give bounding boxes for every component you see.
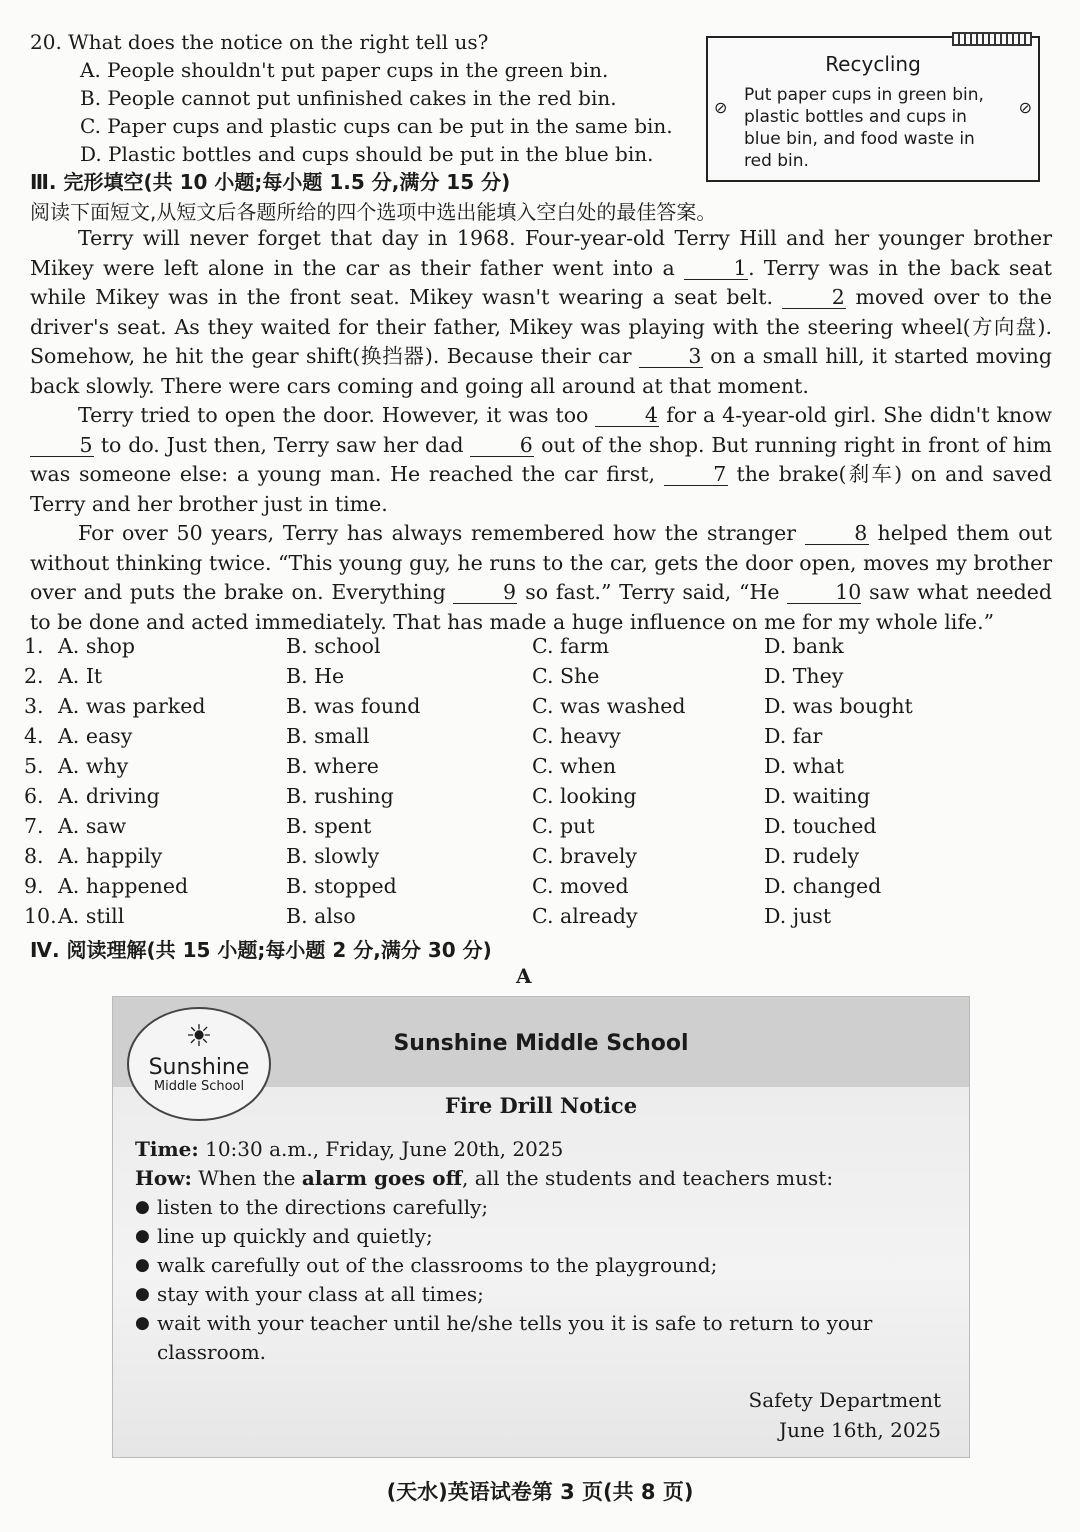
question-20 bbox=[30, 28, 700, 168]
choice-number: 5. bbox=[24, 754, 44, 778]
blank-8: 8 bbox=[805, 522, 869, 545]
choice-b: B. where bbox=[286, 754, 379, 778]
choice-d: D. bank bbox=[764, 634, 844, 658]
logo-subtext: Middle School bbox=[153, 1079, 245, 1094]
choice-a: A. easy bbox=[58, 724, 133, 748]
blank-10: 10 bbox=[787, 581, 861, 604]
notice-date: June 16th, 2025 bbox=[779, 1418, 941, 1442]
choice-d: D. just bbox=[764, 904, 832, 928]
choice-d: D. what bbox=[764, 754, 844, 778]
cloze-passage bbox=[30, 224, 1052, 637]
choice-b: B. rushing bbox=[286, 784, 394, 808]
blank-3: 3 bbox=[639, 345, 703, 368]
choice-row bbox=[24, 754, 1064, 784]
school-name: Sunshine Middle School bbox=[393, 1031, 689, 1056]
choice-number: 4. bbox=[24, 724, 44, 748]
how-label: How: bbox=[135, 1166, 192, 1190]
choice-b: B. also bbox=[286, 904, 356, 928]
notice-title: Fire Drill Notice bbox=[444, 1093, 638, 1118]
blank-2: 2 bbox=[782, 286, 846, 309]
bullet-item: ● wait with your teacher until he/she tells you it is safe to return to your classroom. bbox=[135, 1309, 955, 1367]
paragraph-1 bbox=[30, 224, 1052, 401]
passage-a-label: A bbox=[516, 964, 532, 988]
choice-b: B. stopped bbox=[286, 874, 397, 898]
time-label: Time: bbox=[135, 1137, 199, 1161]
choice-number: 3. bbox=[24, 694, 44, 718]
choice-c: C. already bbox=[532, 904, 638, 928]
signature-block bbox=[749, 1385, 941, 1445]
option-a: A. People shouldn't put paper cups in the green bin. bbox=[80, 58, 609, 82]
page-footer: (天水)英语试卷第 3 页(共 8 页) bbox=[386, 1480, 694, 1504]
choice-number: 7. bbox=[24, 814, 44, 838]
choice-b: B. He bbox=[286, 664, 345, 688]
how-text: When the bbox=[191, 1166, 302, 1190]
choice-d: D. They bbox=[764, 664, 844, 688]
paragraph-2 bbox=[30, 401, 1052, 519]
blank-4: 4 bbox=[595, 404, 659, 427]
passage-text: Terry will never forget that day in 1968. Four-year-old Terry Hill and her younger brother Mikey were left alone in the car as their father went into a bbox=[30, 226, 1052, 280]
sun-icon: ☀ bbox=[185, 1019, 213, 1054]
how-text: , all the students and teachers must: bbox=[462, 1166, 834, 1190]
choice-row bbox=[24, 784, 1064, 814]
choice-row bbox=[24, 634, 1064, 664]
passage-text: to do. Just then, Terry saw her dad bbox=[94, 432, 471, 457]
passage-text: moved over to the driver's seat. As they waited for their father, Mikey was playing with the steering wheel(方向盘). Somehow, he hit the gear shift(换挡器). Because their car bbox=[30, 285, 1052, 368]
choice-c: C. was washed bbox=[532, 694, 686, 718]
blank-1: 1 bbox=[684, 257, 748, 280]
recycling-title: Recycling bbox=[825, 52, 921, 76]
choice-a: A. why bbox=[58, 754, 129, 778]
choice-number: 10. bbox=[24, 904, 57, 928]
choice-b: B. slowly bbox=[286, 844, 380, 868]
choice-c: C. She bbox=[532, 664, 600, 688]
passage-text: so fast.” Terry said, “He bbox=[517, 580, 788, 604]
choice-a: A. happened bbox=[58, 874, 189, 898]
choice-number: 1. bbox=[24, 634, 44, 658]
choice-number: 9. bbox=[24, 874, 44, 898]
section-3-heading: Ⅲ. 完形填空(共 10 小题;每小题 1.5 分,满分 15 分) bbox=[30, 170, 511, 194]
choice-a: A. It bbox=[58, 664, 103, 688]
passage-text: out of the shop. But running right in front of him was someone else: a young man. He reached the car first, bbox=[30, 432, 1052, 486]
pin-icon: ⊘ bbox=[1018, 98, 1032, 117]
passage-text: the brake(刹车) on and saved Terry and her brother just in time. bbox=[30, 462, 1052, 516]
option-c: C. Paper cups and plastic cups can be put in the same bin. bbox=[80, 114, 673, 138]
choice-c: C. heavy bbox=[532, 724, 621, 748]
choice-c: C. farm bbox=[532, 634, 610, 658]
choice-number: 6. bbox=[24, 784, 44, 808]
logo-text: Sunshine bbox=[148, 1055, 250, 1080]
passage-text: for a 4-year-old girl. She didn't know bbox=[659, 403, 1052, 427]
choice-c: C. looking bbox=[532, 784, 637, 808]
choice-row bbox=[24, 874, 1064, 904]
bullet-item: ● stay with your class at all times; bbox=[135, 1280, 955, 1309]
bullet-item: ● walk carefully out of the classrooms to the playground; bbox=[135, 1251, 955, 1280]
how-bold-text: alarm goes off bbox=[301, 1166, 463, 1190]
question-stem: 20. What does the notice on the right tell us? bbox=[30, 30, 489, 54]
option-b: B. People cannot put unfinished cakes in the red bin. bbox=[80, 86, 617, 110]
blank-5: 5 bbox=[30, 434, 94, 457]
recycling-sign bbox=[706, 36, 1040, 182]
choice-a: A. saw bbox=[58, 814, 127, 838]
tape-decoration bbox=[952, 32, 1032, 46]
pin-icon: ⊘ bbox=[714, 98, 728, 117]
choice-d: D. waiting bbox=[764, 784, 871, 808]
choice-a: A. shop bbox=[58, 634, 136, 658]
choice-number: 8. bbox=[24, 844, 44, 868]
choice-d: D. changed bbox=[764, 874, 882, 898]
passage-text: saw what needed to be done and acted immediately. That has made a huge influence on me for my whole life.” bbox=[30, 580, 1052, 634]
blank-6: 6 bbox=[470, 434, 534, 457]
notice-body bbox=[135, 1135, 955, 1367]
choice-a: A. happily bbox=[58, 844, 163, 868]
passage-text: on a small hill, it started moving back slowly. There were cars coming and going all around at that moment. bbox=[30, 344, 1053, 398]
choice-d: D. was bought bbox=[764, 694, 913, 718]
fire-drill-notice bbox=[112, 996, 970, 1458]
bullet-item: ● line up quickly and quietly; bbox=[135, 1222, 955, 1251]
blank-7: 7 bbox=[664, 463, 728, 486]
passage-text: helped them out without thinking twice. “This young guy, he runs to the car, gets the door open, moves my brother over and puts the brake on. Everything bbox=[30, 521, 1052, 604]
choice-row bbox=[24, 694, 1064, 724]
blank-9: 9 bbox=[453, 581, 517, 604]
time-value: 10:30 a.m., Friday, June 20th, 2025 bbox=[198, 1137, 564, 1161]
choice-c: C. put bbox=[532, 814, 595, 838]
choice-number: 2. bbox=[24, 664, 44, 688]
choice-row bbox=[24, 664, 1064, 694]
time-line bbox=[135, 1135, 955, 1164]
choice-row bbox=[24, 904, 1064, 934]
how-line bbox=[135, 1164, 955, 1193]
choice-d: D. rudely bbox=[764, 844, 860, 868]
bullet-item: ● listen to the directions carefully; bbox=[135, 1193, 955, 1222]
choice-row bbox=[24, 844, 1064, 874]
choice-a: A. still bbox=[58, 904, 125, 928]
choice-b: B. small bbox=[286, 724, 370, 748]
choice-row bbox=[24, 724, 1064, 754]
passage-text: For over 50 years, Terry has always remembered how the stranger bbox=[78, 521, 805, 545]
section-4-heading: Ⅳ. 阅读理解(共 15 小题;每小题 2 分,满分 30 分) bbox=[30, 938, 492, 962]
choice-list bbox=[24, 634, 1064, 934]
option-d: D. Plastic bottles and cups should be put in the blue bin. bbox=[80, 142, 654, 166]
choice-b: B. was found bbox=[286, 694, 421, 718]
choice-c: C. when bbox=[532, 754, 617, 778]
signer: Safety Department bbox=[748, 1388, 941, 1412]
passage-text: . Terry was in the back seat while Mikey was in the front seat. Mikey wasn't wearing a seat belt. bbox=[30, 255, 1052, 309]
choice-c: C. moved bbox=[532, 874, 629, 898]
passage-text: Terry tried to open the door. However, it was too bbox=[78, 403, 596, 427]
section-3-instruction: 阅读下面短文,从短文后各题所给的四个选项中选出能填入空白处的最佳答案。 bbox=[30, 200, 717, 224]
choice-row bbox=[24, 814, 1064, 844]
paragraph-3 bbox=[30, 519, 1052, 637]
recycling-body: Put paper cups in green bin, plastic bottles and cups in blue bin, and food waste in red bin. bbox=[744, 85, 984, 171]
choice-a: A. driving bbox=[58, 784, 160, 808]
choice-b: B. school bbox=[286, 634, 381, 658]
choice-a: A. was parked bbox=[58, 694, 206, 718]
choice-b: B. spent bbox=[286, 814, 372, 838]
choice-d: D. touched bbox=[764, 814, 877, 838]
choice-d: D. far bbox=[764, 724, 823, 748]
choice-c: C. bravely bbox=[532, 844, 637, 868]
